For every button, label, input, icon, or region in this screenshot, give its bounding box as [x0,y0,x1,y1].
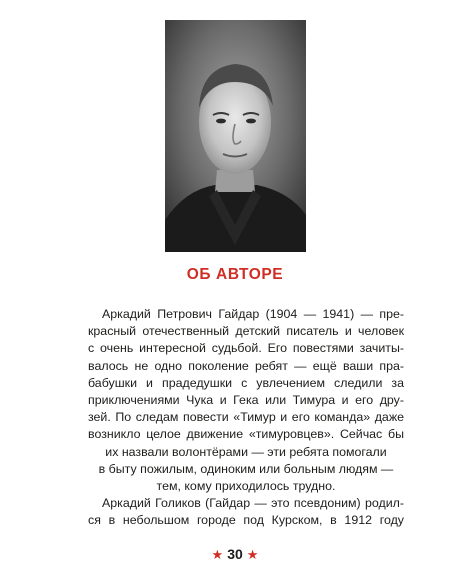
text-line: ся в небольшом городе под Курском, в 1912 году [88,513,404,528]
text-line: зей. По следам повести «Тимур и его команда» даже [88,410,404,425]
text-line: Аркадий Голиков (Гайдар — это псевдоним) родил- [102,496,404,511]
text-line: приключениями Чука и Гека или Тимура и его дру- [88,392,404,407]
text-line: Аркадий Петрович Гайдар (1904 — 1941) — пре- [102,307,404,321]
author-portrait-photo [165,20,306,252]
text-line: в быту пожилым, одиноким или больным людям — [98,461,394,476]
page-footer [0,546,470,563]
text-line: бабушки и прадедушки с увлечением следили за [88,375,404,390]
star-icon: ★ [246,547,259,562]
text-line: валось не одно поколение ребят — ещё ваши пра- [88,358,404,373]
section-heading: ОБ АВТОРЕ [186,266,284,283]
text-line: красный отечественный детский писатель и человек [88,324,404,339]
page-number: 30 [227,546,243,562]
text-line: их назвали волонтёрами — эти ребята помогали [105,444,387,459]
text-line: возникло целое движение «тимуровцев». Сейчас бы [88,427,404,442]
about-author-text [88,306,404,529]
text-line: с очень интересной судьбой. Его повестями зачиты- [88,341,404,356]
portrait-image [165,20,306,252]
text-line: тем, кому приходилось трудно. [156,478,336,493]
star-icon: ★ [211,547,224,562]
